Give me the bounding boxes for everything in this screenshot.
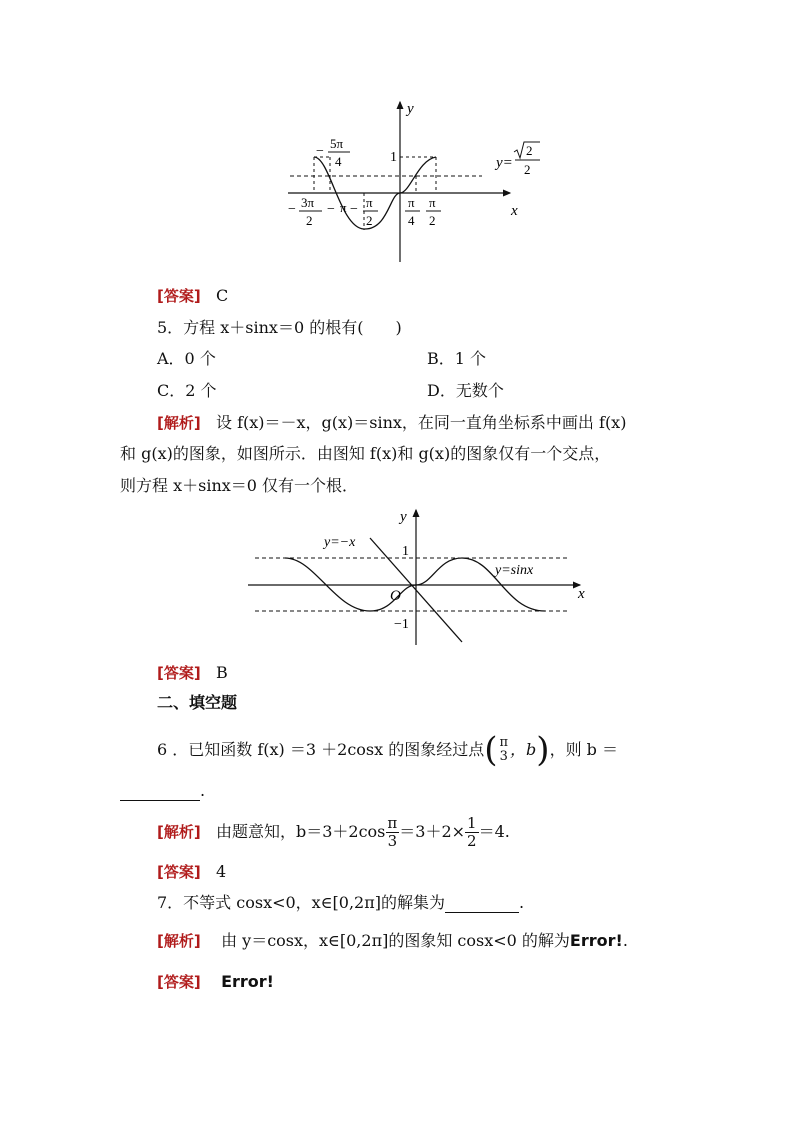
answer-value: B — [215, 663, 228, 682]
answer-value: C — [215, 286, 229, 305]
analysis-b: ＝3＋2× — [399, 822, 466, 841]
answer-tag: [答案] — [157, 973, 201, 991]
fig1-label-neg3pi2-den: 2 — [306, 213, 313, 228]
analysis-a: 由题意知，b＝3＋2cos — [215, 822, 386, 841]
q6-stem — [157, 730, 618, 793]
q7-stem-text: 7．不等式 cosx<0，x∈[0,2π]的解集为 — [157, 893, 445, 912]
analysis-fraction-2 — [465, 815, 479, 850]
fig1-x-label: x — [511, 203, 518, 219]
fig1-label-neg5pi4-num: 5π — [330, 136, 344, 151]
analysis-text: 设 f(x)＝－x，g(x)＝sinx，在同一直角坐标系中画出 f(x) — [215, 413, 627, 432]
q5-answer — [157, 663, 228, 683]
fig2-tick-one: 1 — [402, 544, 409, 559]
figure-1 — [0, 0, 794, 280]
fig1-label-negpi: π — [340, 200, 347, 215]
analysis-fraction-1 — [385, 815, 399, 850]
q6-point-b: ，b — [510, 740, 537, 759]
q5-analysis-line2: 和 g(x)的图象，如图所示．由图知 f(x)和 g(x)的图象仅有一个交点， — [120, 444, 611, 463]
fraction-denominator: 3 — [387, 831, 398, 850]
answer-blank — [120, 784, 200, 801]
q5-option-c: C．2 个 — [157, 381, 217, 400]
fig2-line-label: y=−x — [324, 535, 356, 550]
q6-answer — [157, 862, 226, 882]
q5-option-b: B．1 个 — [427, 349, 487, 368]
analysis-tag: [解析] — [157, 823, 201, 841]
fig1-label-pi2-den: 2 — [429, 213, 436, 228]
answer-blank — [445, 896, 519, 913]
fig1-label-pi2-num: π — [429, 195, 436, 210]
fig2-y-label: y — [400, 509, 407, 525]
svg-text:−: − — [288, 202, 296, 217]
fig1-tick-one: 1 — [390, 150, 397, 165]
svg-text:−: − — [316, 144, 324, 159]
section-title: 二、填空题 — [157, 693, 238, 712]
fraction-denominator: 2 — [467, 831, 477, 850]
answer-tag: [答案] — [157, 863, 201, 881]
q5-option-d: D．无数个 — [427, 381, 504, 400]
answer-tag: [答案] — [157, 664, 201, 682]
q5-analysis-line1 — [157, 413, 626, 433]
fig2-sin-label: y=sinx — [495, 563, 534, 578]
svg-text:−: − — [350, 202, 358, 217]
q4-answer — [157, 286, 228, 306]
analysis-text: 由 y＝cosx，x∈[0,2π]的图象知 cosx<0 的解为 — [221, 931, 570, 950]
fraction-numerator: π — [499, 735, 509, 750]
fig1-line-label: y= — [496, 155, 513, 171]
q7-answer — [157, 972, 274, 992]
q6-stem-b: ，则 b ＝ — [549, 740, 618, 759]
fig1-y-label: y — [407, 101, 414, 117]
fig1-label-pi4-den: 4 — [408, 213, 415, 228]
analysis-tag: [解析] — [157, 414, 201, 432]
fig1-label-neg3pi2-num: 3π — [301, 195, 315, 210]
fig2-tick-neg-one: −1 — [394, 617, 409, 632]
fraction-denominator: 3 — [499, 749, 508, 764]
fig1-line-label-den: 2 — [524, 162, 531, 177]
fig1-label-pi4-num: π — [408, 195, 415, 210]
q5-stem: 5．方程 x＋sinx＝0 的根有( ) — [157, 318, 402, 337]
q5-analysis-line3: 则方程 x＋sinx＝0 仅有一个根． — [120, 476, 359, 495]
analysis-end: . — [622, 931, 628, 950]
q5-option-a: A．0 个 — [157, 349, 216, 368]
analysis-tag: [解析] — [157, 932, 201, 950]
q6-stem-a: 6 ．已知函数 f(x) ＝3 ＋2cosx 的图象经过点 — [157, 740, 485, 759]
svg-text:−: − — [327, 202, 335, 217]
q6-blank: . — [120, 781, 205, 801]
q6-analysis — [157, 810, 510, 854]
q6-point-fraction — [498, 736, 511, 764]
fig1-label-negpi2-den: 2 — [366, 213, 373, 228]
fig1-line-label-num: 2 — [526, 143, 533, 158]
fig1-label-negpi2-num: π — [366, 195, 373, 210]
q7-stem: 7．不等式 cosx<0，x∈[0,2π]的解集为 . — [157, 893, 525, 912]
answer-tag: [答案] — [157, 287, 201, 305]
fig2-origin: O — [390, 588, 401, 604]
figure-2 — [0, 500, 794, 660]
fig2-x-label: x — [578, 586, 585, 602]
fraction-numerator: π — [387, 813, 398, 832]
error-text: Error! — [569, 931, 623, 950]
fraction-numerator: 1 — [467, 813, 477, 832]
answer-value: Error! — [221, 972, 274, 991]
fig1-label-neg5pi4-den: 4 — [335, 154, 342, 169]
q7-analysis — [157, 931, 628, 951]
q6-point: ( π 3 ，b ) — [484, 730, 550, 770]
answer-value: 4 — [215, 862, 227, 881]
analysis-c: ＝4. — [478, 822, 510, 841]
